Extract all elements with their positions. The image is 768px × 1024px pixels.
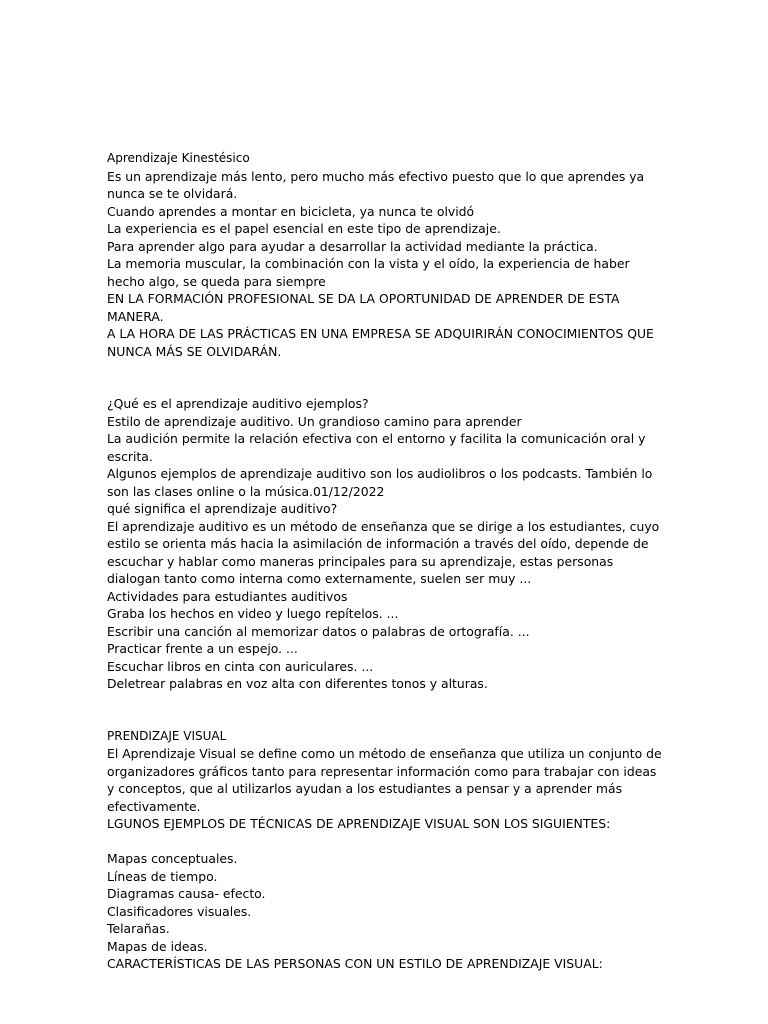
paragraph-line: A LA HORA DE LAS PRÁCTICAS EN UNA EMPRESA SE ADQUIRIRÁN CONOCIMIENTOS QUE NUNCA MÁS SE OLVIDARÁN. (107, 326, 654, 359)
paragraph-line: Algunos ejemplos de aprendizaje auditivo son los audiolibros o los podcasts. También lo son las clases online o la música.01/12/2022 (107, 466, 653, 499)
document-page (107, 150, 667, 973)
section-title-visual: PRENDIZAJE VISUAL (107, 728, 227, 743)
list-item: Mapas de ideas. (107, 938, 208, 954)
section-kinestesico (107, 150, 667, 360)
paragraph-line: Practicar frente a un espejo. ... (107, 641, 298, 656)
paragraph-line: Deletrear palabras en voz alta con diferentes tonos y alturas. (107, 676, 488, 691)
list-item: Líneas de tiempo. (107, 868, 218, 884)
paragraph-line: El Aprendizaje Visual se define como un método de enseñanza que utiliza un conjunto de organizadores gráficos tanto para representar información como para trabajar con ideas y conceptos, que al utilizarlos ayudan a los estudiantes a pensar y a aprender más efectivamente. (107, 746, 662, 814)
paragraph-line: Para aprender algo para ayudar a desarrollar la actividad mediante la práctica. (107, 238, 598, 254)
paragraph-line: Estilo de aprendizaje auditivo. Un grandioso camino para aprender (107, 413, 522, 429)
paragraph-line: La experiencia es el papel esencial en este tipo de aprendizaje. (107, 221, 501, 236)
section-visual (107, 728, 667, 973)
paragraph-line: Cuando aprendes a montar en bicicleta, ya nunca te olvidó (107, 203, 475, 219)
paragraph-line: qué significa el aprendizaje auditivo? (107, 501, 338, 516)
closing-heading: CARACTERÍSTICAS DE LAS PERSONAS CON UN ESTILO DE APRENDIZAJE VISUAL: (107, 956, 603, 971)
paragraph-line: EN LA FORMACIÓN PROFESIONAL SE DA LA OPORTUNIDAD DE APRENDER DE ESTA MANERA. (107, 291, 620, 324)
spacer (107, 833, 667, 851)
spacer (107, 693, 667, 728)
paragraph-line: La audición permite la relación efectiva con el entorno y facilita la comunicación oral y escrita. (107, 431, 646, 464)
paragraph-line: La memoria muscular, la combinación con la vista y el oído, la experiencia de haber hecho algo, se queda para siempre (107, 256, 630, 289)
paragraph-line: Es un aprendizaje más lento, pero mucho más efectivo puesto que lo que aprendes ya nunca se te olvidará. (107, 168, 645, 201)
paragraph-line: Actividades para estudiantes auditivos (107, 588, 348, 604)
section-auditivo (107, 395, 667, 693)
spacer (107, 360, 667, 395)
list-item: Diagramas causa- efecto. (107, 886, 266, 901)
list-item: Telarañas. (107, 921, 170, 936)
paragraph-line: ¿Qué es el aprendizaje auditivo ejemplos? (107, 396, 369, 411)
paragraph-line: Escuchar libros en cinta con auriculares. ... (107, 658, 374, 674)
list-item: Clasificadores visuales. (107, 903, 252, 919)
section-title-kinestesico: Aprendizaje Kinestésico (107, 151, 250, 165)
paragraph-line: Escribir una canción al memorizar datos o palabras de ortografía. ... (107, 623, 530, 639)
paragraph-line: El aprendizaje auditivo es un método de enseñanza que se dirige a los estudiantes, cuyo estilo se orienta más hacia la asimilación de información a través del oído, depende de escuchar y hablar como maneras principales para su aprendizaje, estas personas dialogan tanto como interna como externamente, suelen ser muy ... (107, 518, 660, 586)
paragraph-line: LGUNOS EJEMPLOS DE TÉCNICAS DE APRENDIZAJE VISUAL SON LOS SIGUIENTES: (107, 816, 611, 831)
list-item: Mapas conceptuales. (107, 851, 238, 866)
paragraph-line: Graba los hechos en video y luego repítelos. ... (107, 606, 399, 621)
